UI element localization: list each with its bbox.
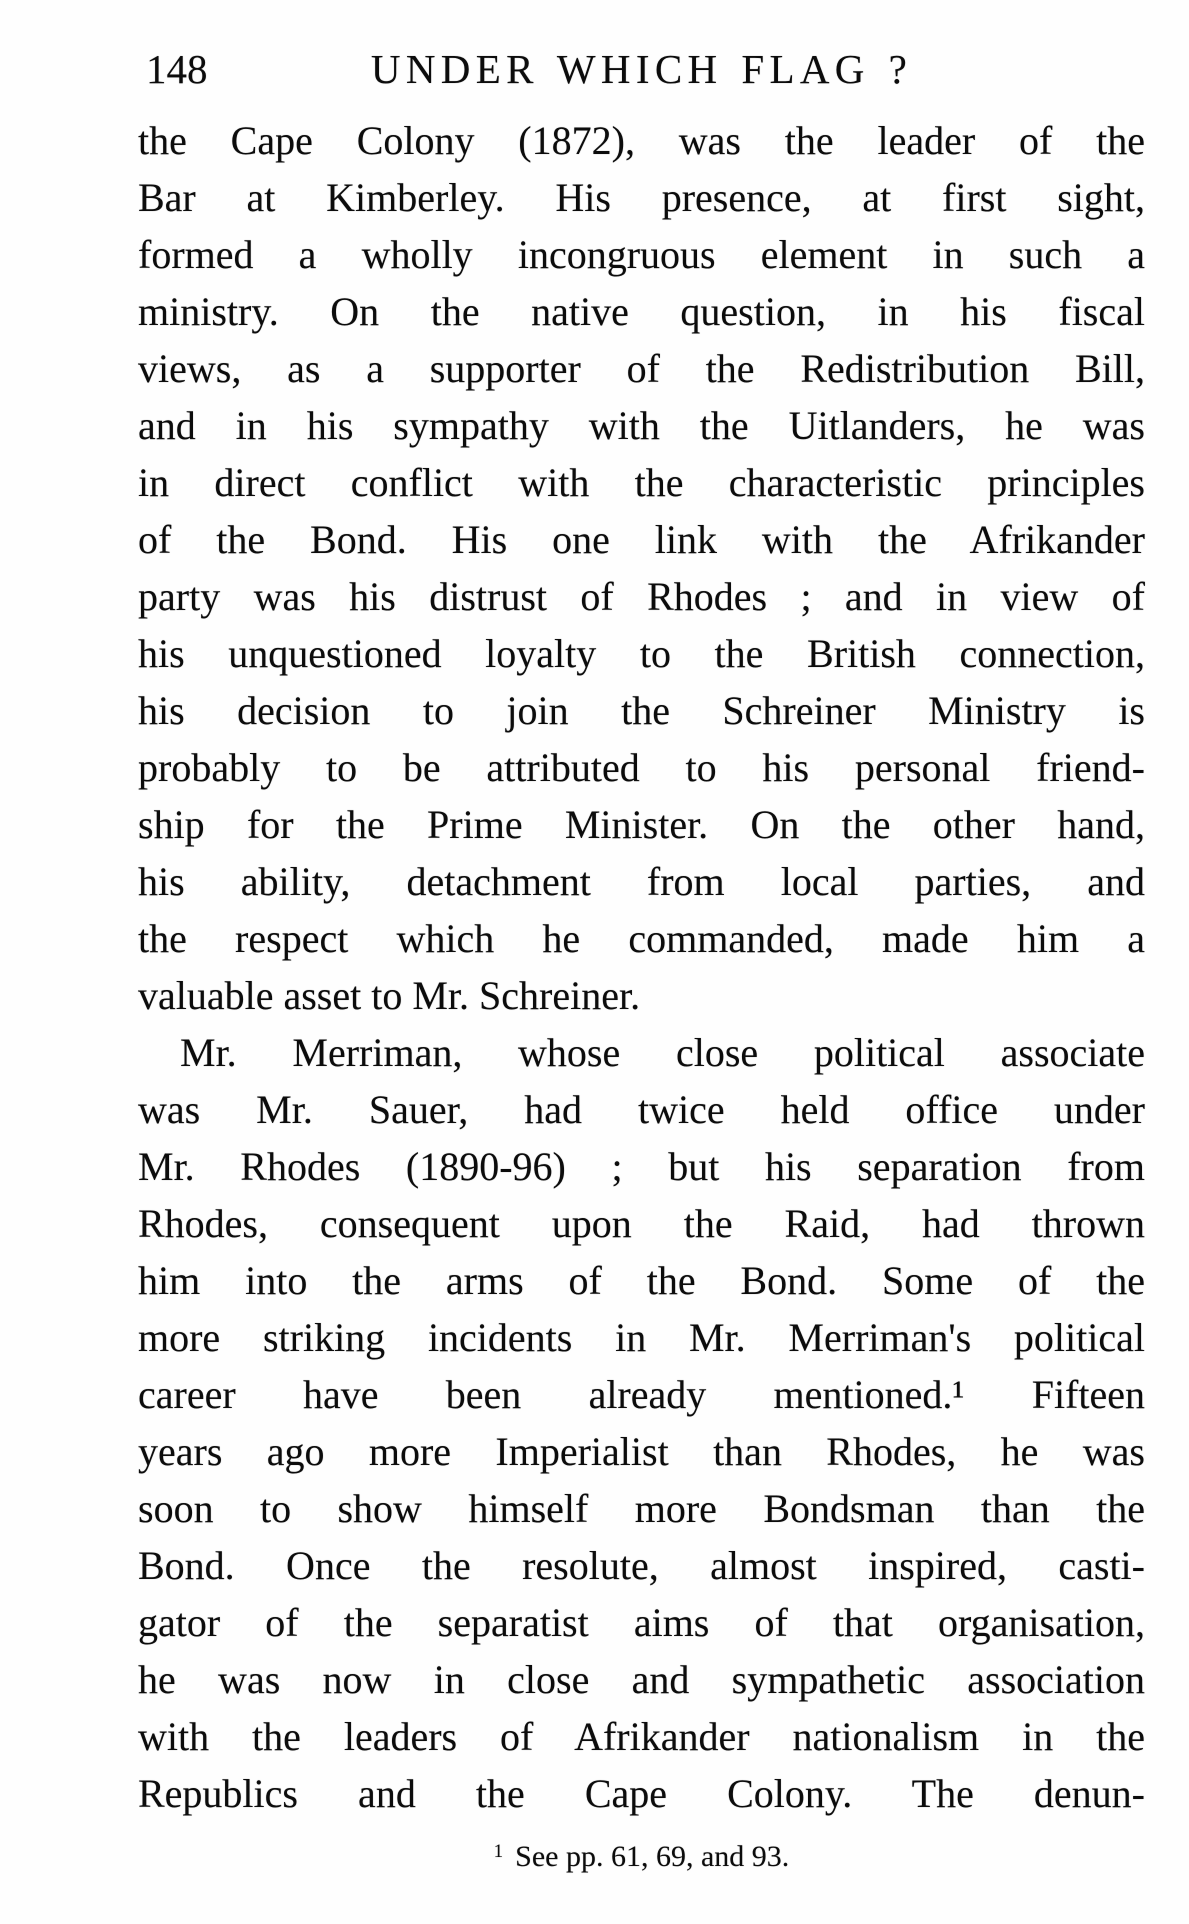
running-title: UNDER WHICH FLAG ? xyxy=(370,46,913,92)
page-number: 148 xyxy=(146,46,208,92)
text-line: Bond. Once the resolute, almost inspired, casti- xyxy=(138,1543,1145,1588)
text-line: the respect which he commanded, made him a xyxy=(138,916,1145,961)
text-line: party was his distrust of Rhodes ; and in view of xyxy=(138,574,1145,619)
text-line: and in his sympathy with the Uitlanders, he was xyxy=(138,403,1145,448)
text-line: Republics and the Cape Colony. The denun- xyxy=(138,1771,1145,1816)
text-line: valuable asset to Mr. Schreiner. xyxy=(138,973,641,1018)
text-line: him into the arms of the Bond. Some of the xyxy=(138,1258,1145,1303)
text-line: in direct conflict with the characteristic principles xyxy=(138,460,1145,505)
text-line: his decision to join the Schreiner Ministry is xyxy=(138,688,1145,733)
text-line: of the Bond. His one link with the Afrikander xyxy=(138,517,1145,562)
text-line: was Mr. Sauer, had twice held office under xyxy=(138,1087,1145,1132)
text-line: formed a wholly incongruous element in such a xyxy=(138,232,1145,277)
text-line: Mr. Merriman, whose close political associate xyxy=(180,1030,1145,1075)
text-line: probably to be attributed to his personal friend- xyxy=(138,745,1145,790)
text-line: his ability, detachment from local parties, and xyxy=(138,859,1145,904)
text-line: gator of the separatist aims of that organisation, xyxy=(138,1600,1145,1645)
text-line: he was now in close and sympathetic association xyxy=(138,1657,1145,1702)
text-line: ship for the Prime Minister. On the other hand, xyxy=(138,802,1145,847)
paragraph-1 xyxy=(138,112,1145,1024)
text-line: views, as a supporter of the Redistribution Bill, xyxy=(138,346,1145,391)
text-line: years ago more Imperialist than Rhodes, he was xyxy=(138,1429,1145,1474)
text-line: the Cape Colony (1872), was the leader of the xyxy=(138,118,1145,163)
text-line: Bar at Kimberley. His presence, at first sight, xyxy=(138,175,1145,220)
page-header xyxy=(138,44,1145,98)
text-line: soon to show himself more Bondsman than the xyxy=(138,1486,1145,1531)
text-line: Rhodes, consequent upon the Raid, had thrown xyxy=(138,1201,1145,1246)
text-line: more striking incidents in Mr. Merriman's political xyxy=(138,1315,1145,1360)
text-line: ministry. On the native question, in his fiscal xyxy=(138,289,1145,334)
text-line: his unquestioned loyalty to the British connection, xyxy=(138,631,1145,676)
text-line: with the leaders of Afrikander nationalism in the xyxy=(138,1714,1145,1759)
footnote xyxy=(138,1832,1145,1877)
body-text xyxy=(138,112,1145,1822)
text-line: Mr. Rhodes (1890-96) ; but his separation from xyxy=(138,1144,1145,1189)
footnote-marker: 1 xyxy=(493,1841,504,1862)
text-line: career have been already mentioned.¹ Fifteen xyxy=(138,1372,1145,1417)
footnote-text: See pp. 61, 69, and 93. xyxy=(515,1840,790,1873)
paragraph-2 xyxy=(138,1024,1145,1822)
